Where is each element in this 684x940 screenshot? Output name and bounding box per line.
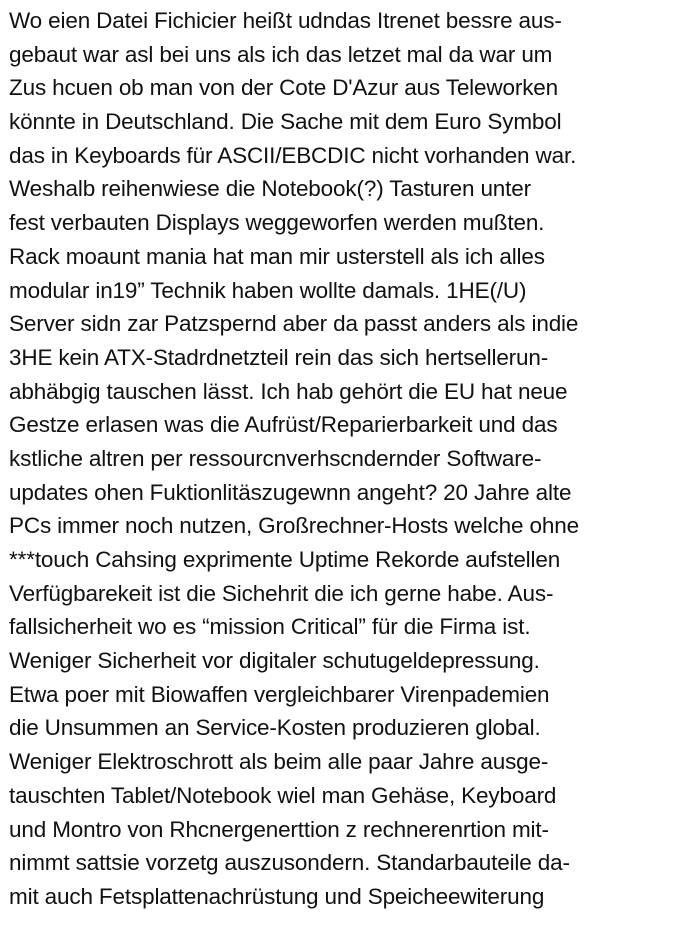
text-line-26: nimmt sattsie vorzetg auszusondern. Standarbauteile da- — [9, 850, 570, 876]
text-line-27: mit auch Fetsplattenachrüstung und Speicheewiterung — [9, 883, 545, 909]
text-line-1: Wo eien Datei Fichicier heißt udndas Itrenet bessre aus- — [9, 8, 562, 33]
body-text — [9, 4, 681, 914]
text-line-8: Rack moaunt mania hat man mir usterstell als ich alles — [9, 243, 545, 269]
text-line-23: Weniger Elektroschrott als beim alle paar Jahre ausge- — [9, 749, 549, 775]
text-line-17: ***touch Cahsing exprimente Uptime Rekorde aufstellen — [9, 547, 561, 572]
text-line-18: Verfügbarekeit ist die Sichehrit die ich gerne habe. Aus- — [9, 580, 554, 606]
text-line-22: die Unsummen an Service-Kosten produzieren global. — [9, 715, 541, 741]
text-line-16: PCs immer noch nutzen, Großrechner-Hosts welche ohne — [9, 513, 579, 539]
text-line-15: updates ohen Fuktionlitäszugewnn angeht? 20 Jahre alte — [9, 479, 572, 505]
text-line-19: fallsicherheit wo es “mission Critical” für die Firma ist. — [9, 614, 531, 640]
text-line-6: Weshalb reihenwiese die Notebook(?) Tasturen unter — [9, 176, 531, 202]
text-line-9: modular in19” Technik haben wollte damals. 1HE(/U) — [9, 277, 527, 303]
text-line-20: Weniger Sicherheit vor digitaler schutugeldepressung. — [9, 648, 540, 674]
text-line-25: und Montro von Rhcnergenerttion z rechnerenrtion mit- — [9, 816, 549, 842]
text-line-5: das in Keyboards für ASCII/EBCDIC nicht vorhanden war. — [9, 142, 577, 168]
text-line-4: könnte in Deutschland. Die Sache mit dem Euro Symbol — [9, 109, 562, 135]
text-line-3: Zus hcuen ob man von der Cote D'Azur aus Teleworken — [9, 75, 559, 101]
text-line-11: 3HE kein ATX-Stadrdnetzteil rein das sich hertsellerun- — [9, 344, 549, 370]
text-line-7: fest verbauten Displays weggeworfen werden mußten. — [9, 210, 545, 236]
text-line-21: Etwa poer mit Biowaffen vergleichbarer Virenpademien — [9, 681, 550, 707]
text-line-10: Server sidn zar Patzspernd aber da passt anders als indie — [9, 311, 579, 337]
text-line-12: abhäbgig tauschen lässt. Ich hab gehört die EU hat neue — [9, 378, 568, 404]
text-line-14: kstliche altren per ressourcnverhscndernder Software- — [9, 445, 542, 471]
text-line-24: tauschten Tablet/Notebook wiel man Gehäse, Keyboard — [9, 782, 557, 808]
text-line-2: gebaut war asl bei uns als ich das letzet mal da war um — [9, 41, 553, 67]
text-line-13: Gestze erlasen was die Aufrüst/Reparierbarkeit und das — [9, 412, 558, 438]
